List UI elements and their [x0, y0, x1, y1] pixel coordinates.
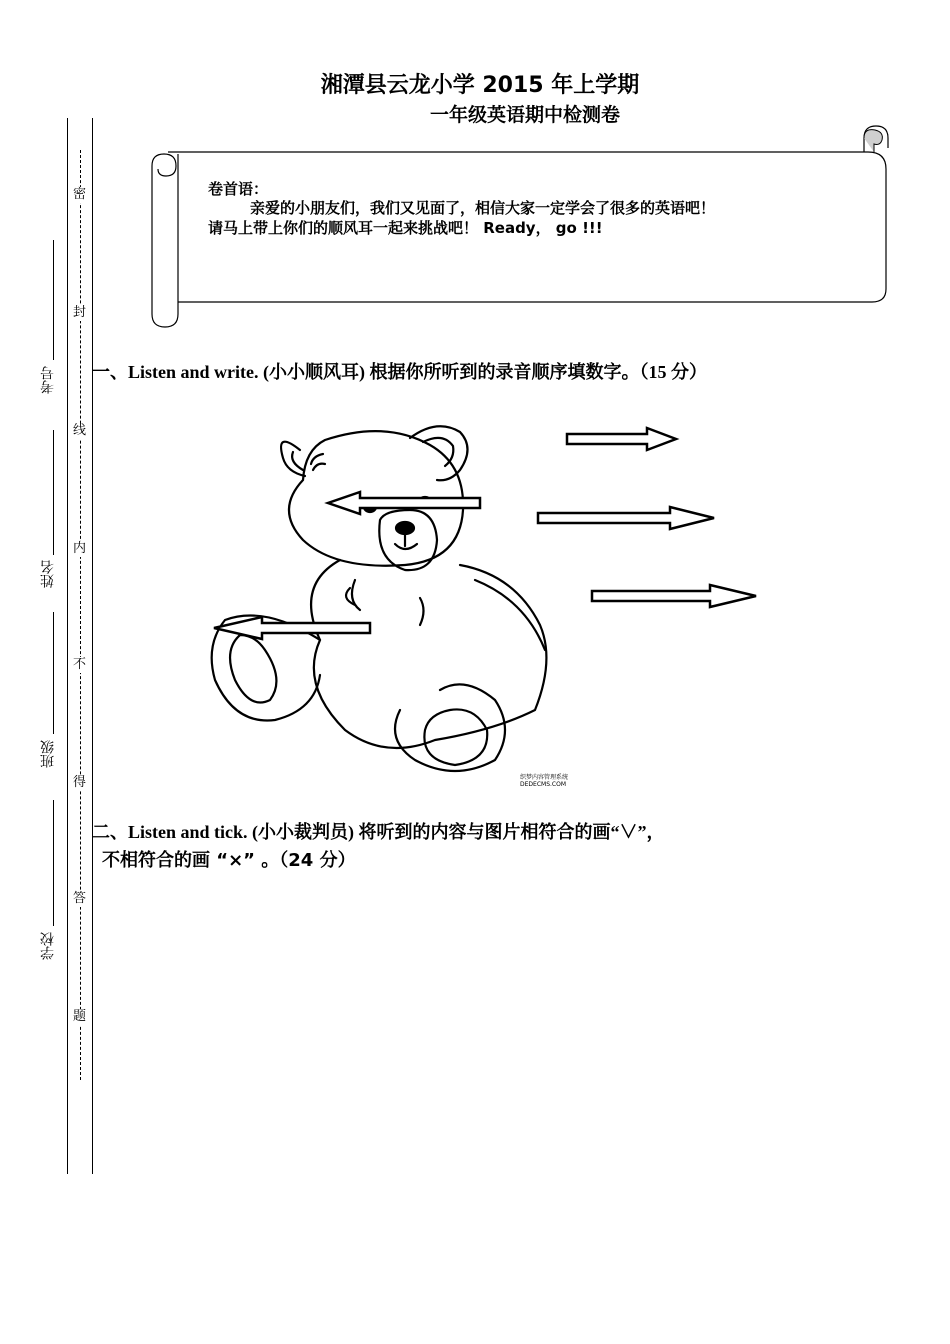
seal-char-nei: 内 [73, 541, 87, 556]
arrow-left-2 [214, 617, 370, 639]
arrow-left-1 [328, 492, 480, 514]
intro-line-1: 亲爱的小朋友们，我们又见面了，相信大家一定学会了很多的英语吧！ [250, 199, 716, 217]
arrow-right-1 [567, 428, 676, 450]
seal-char-feng: 封 [73, 305, 87, 320]
intro-line-2: 请马上带上你们的顺风耳一起来挑战吧！ Ready， go !!! [208, 219, 603, 237]
seal-char-ti: 题 [73, 1009, 87, 1024]
arrow-right-2 [538, 507, 714, 529]
page-title: 湘潭县云龙小学 2015 年上学期 [320, 73, 640, 98]
seal-char-mi: 密 [73, 187, 87, 202]
intro-heading: 卷首语： [208, 180, 269, 198]
image-watermark [520, 774, 568, 788]
watermark-line-2: DEDECMS.COM [520, 781, 566, 788]
seal-char-de: 得 [73, 775, 87, 790]
seal-char-da: 答 [73, 891, 87, 906]
seal-char-bu: 不 [73, 657, 87, 672]
section-1-instruction: 一、Listen and write. (小小顺风耳) 根据你所听到的录音顺序填数字。（15 分） [92, 362, 707, 382]
label-school: 学校 [40, 932, 56, 960]
seal-char-xian: 线 [73, 423, 87, 438]
section-2-instruction-line-2: 不相符合的画 “×” 。（24 分） [102, 850, 356, 871]
section-2-instruction-line-1: 二、Listen and tick. (小小裁判员) 将听到的内容与图片相符合的画“∨”， [92, 822, 665, 842]
label-class: 班级 [40, 740, 56, 768]
label-name: 姓名 [40, 560, 56, 588]
arrow-right-3 [592, 585, 756, 607]
page-subtitle: 一年级英语期中检测卷 [430, 104, 621, 126]
label-exam-number: 考号 [40, 366, 56, 394]
watermark-line-1: 织梦内容管理系统 [520, 774, 569, 781]
